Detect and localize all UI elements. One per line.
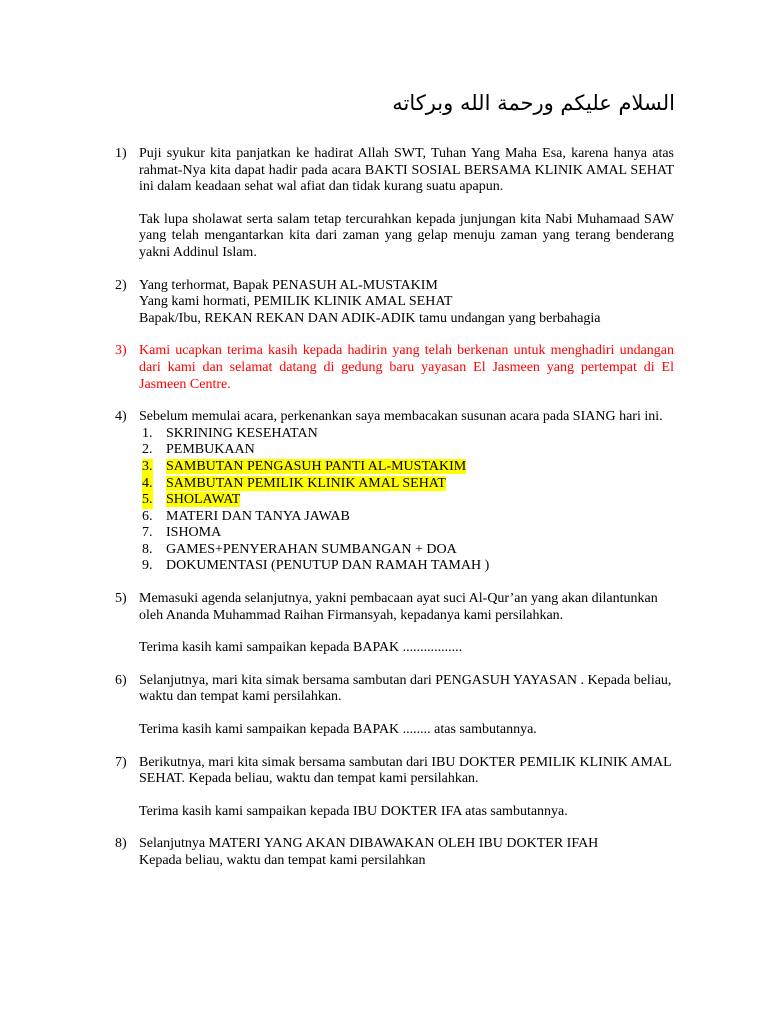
agenda-number: 3. <box>142 458 153 474</box>
agenda-number: 5. <box>142 492 153 508</box>
paragraph-speech-foundation: Selanjutnya, mari kita simak bersama sambutan dari PENGASUH YAYASAN . Kepada beliau, waktu dan tempat kami persilahkan. <box>139 672 672 705</box>
item-number: 5) <box>115 591 127 607</box>
item-number: 1) <box>115 146 127 161</box>
agenda-number: 9. <box>142 558 153 574</box>
agenda-text: DOKUMENTASI (PENUTUP DAN RAMAH TAMAH ) <box>166 558 490 574</box>
agenda-text: PEMBUKAAN <box>166 442 255 458</box>
agenda-number: 6. <box>142 508 153 524</box>
item-2 <box>0 278 674 328</box>
paragraph-welcome: Kami ucapkan terima kasih kepada hadirin yang telah berkenan untuk menghadiri undangan dari kami dan selamat datang di gedung baru yayasan El Jasmeen yang pertempat di El Jasmeen Centre. <box>139 343 674 392</box>
agenda-item <box>139 426 674 443</box>
agenda-number: 1. <box>142 425 153 441</box>
item-3 <box>0 343 674 393</box>
item-number: 6) <box>115 672 127 688</box>
item-number: 4) <box>115 409 127 425</box>
material-line: Selanjutnya MATERI YANG AKAN DIBAWAKAN OLEH IBU DOKTER IFAH <box>139 836 599 852</box>
agenda-number: 2. <box>142 442 153 458</box>
item-1 <box>0 146 674 262</box>
item-number: 2) <box>115 277 127 293</box>
agenda-item <box>139 492 674 509</box>
agenda-text: SKRINING KESEHATAN <box>166 425 318 441</box>
agenda-text: ISHOMA <box>166 525 222 541</box>
paragraph-thanks: Terima kasih kami sampaikan kepada BAPAK ........ atas sambutannya. <box>139 722 537 738</box>
paragraph-quran: Memasuki agenda selanjutnya, yakni pembacaan ayat suci Al-Qur’an yang akan dilantunkan oleh Ananda Muhammad Raihan Firmansyah, kepadanya kami persilahkan. <box>139 591 658 623</box>
agenda-number: 7. <box>142 525 153 541</box>
item-6 <box>0 673 674 739</box>
item-number: 7) <box>115 754 127 770</box>
agenda-item <box>139 542 674 559</box>
agenda-item <box>139 442 674 459</box>
agenda-text: SAMBUTAN PEMILIK KLINIK AMAL SEHAT <box>166 475 446 491</box>
arabic-greeting: السلام عليكم ورحمة الله وبركاته <box>392 91 675 115</box>
item-number: 3) <box>115 343 127 359</box>
agenda-text: MATERI DAN TANYA JAWAB <box>166 508 350 524</box>
item-number: 8) <box>115 836 127 852</box>
agenda-item <box>139 509 674 526</box>
greeting-line: Yang terhormat, Bapak PENASUH AL-MUSTAKIM <box>139 277 438 293</box>
greeting-line: Yang kami hormati, PEMILIK KLINIK AMAL SEHAT <box>139 294 453 310</box>
agenda-item <box>139 459 674 476</box>
agenda-number: 4. <box>142 475 153 491</box>
paragraph-speech-clinic: Berikutnya, mari kita simak bersama sambutan dari IBU DOKTER PEMILIK KLINIK AMAL SEHAT. Kepada beliau, waktu dan tempat kami persilahkan. <box>139 754 672 787</box>
agenda-list <box>139 426 674 575</box>
agenda-number: 8. <box>142 541 153 557</box>
paragraph-sholawat: Tak lupa sholawat serta salam tetap tercurahkan kepada junjungan kita Nabi Muhamaad SAW yang telah mengantarkan kita dari zaman yang gelap menuju zaman yang terang benderang yakni Addinul Islam. <box>139 211 674 260</box>
agenda-text: GAMES+PENYERAHAN SUMBANGAN + DOA <box>166 541 457 557</box>
item-5 <box>0 591 674 657</box>
greeting-line: Bapak/Ibu, REKAN REKAN DAN ADIK-ADIK tamu undangan yang berbahagia <box>139 310 601 326</box>
paragraph-opening: Puji syukur kita panjatkan ke hadirat Allah SWT, Tuhan Yang Maha Esa, karena hanya atas rahmat-Nya kita dapat hadir pada acara BAKTI SOSIAL BERSAMA KLINIK AMAL SEHAT ini dalam keadaan sehat wal afiat dan tidak kurang suatu apapun. <box>139 146 674 195</box>
item-4 <box>0 409 674 575</box>
paragraph-thanks: Terima kasih kami sampaikan kepada IBU DOKTER IFA atas sambutannya. <box>139 803 568 819</box>
agenda-item <box>139 558 674 575</box>
agenda-item <box>139 525 674 542</box>
agenda-text: SHOLAWAT <box>166 492 241 508</box>
item-8 <box>0 836 674 869</box>
paragraph-thanks: Terima kasih kami sampaikan kepada BAPAK ................. <box>139 640 463 656</box>
item-7 <box>0 755 674 821</box>
agenda-intro: Sebelum memulai acara, perkenankan saya membacakan susunan acara pada SIANG hari ini. <box>139 409 663 425</box>
speech-items <box>0 146 768 886</box>
material-line: Kepada beliau, waktu dan tempat kami persilahkan <box>139 853 426 868</box>
agenda-text: SAMBUTAN PENGASUH PANTI AL-MUSTAKIM <box>166 458 467 474</box>
agenda-item <box>139 476 674 493</box>
